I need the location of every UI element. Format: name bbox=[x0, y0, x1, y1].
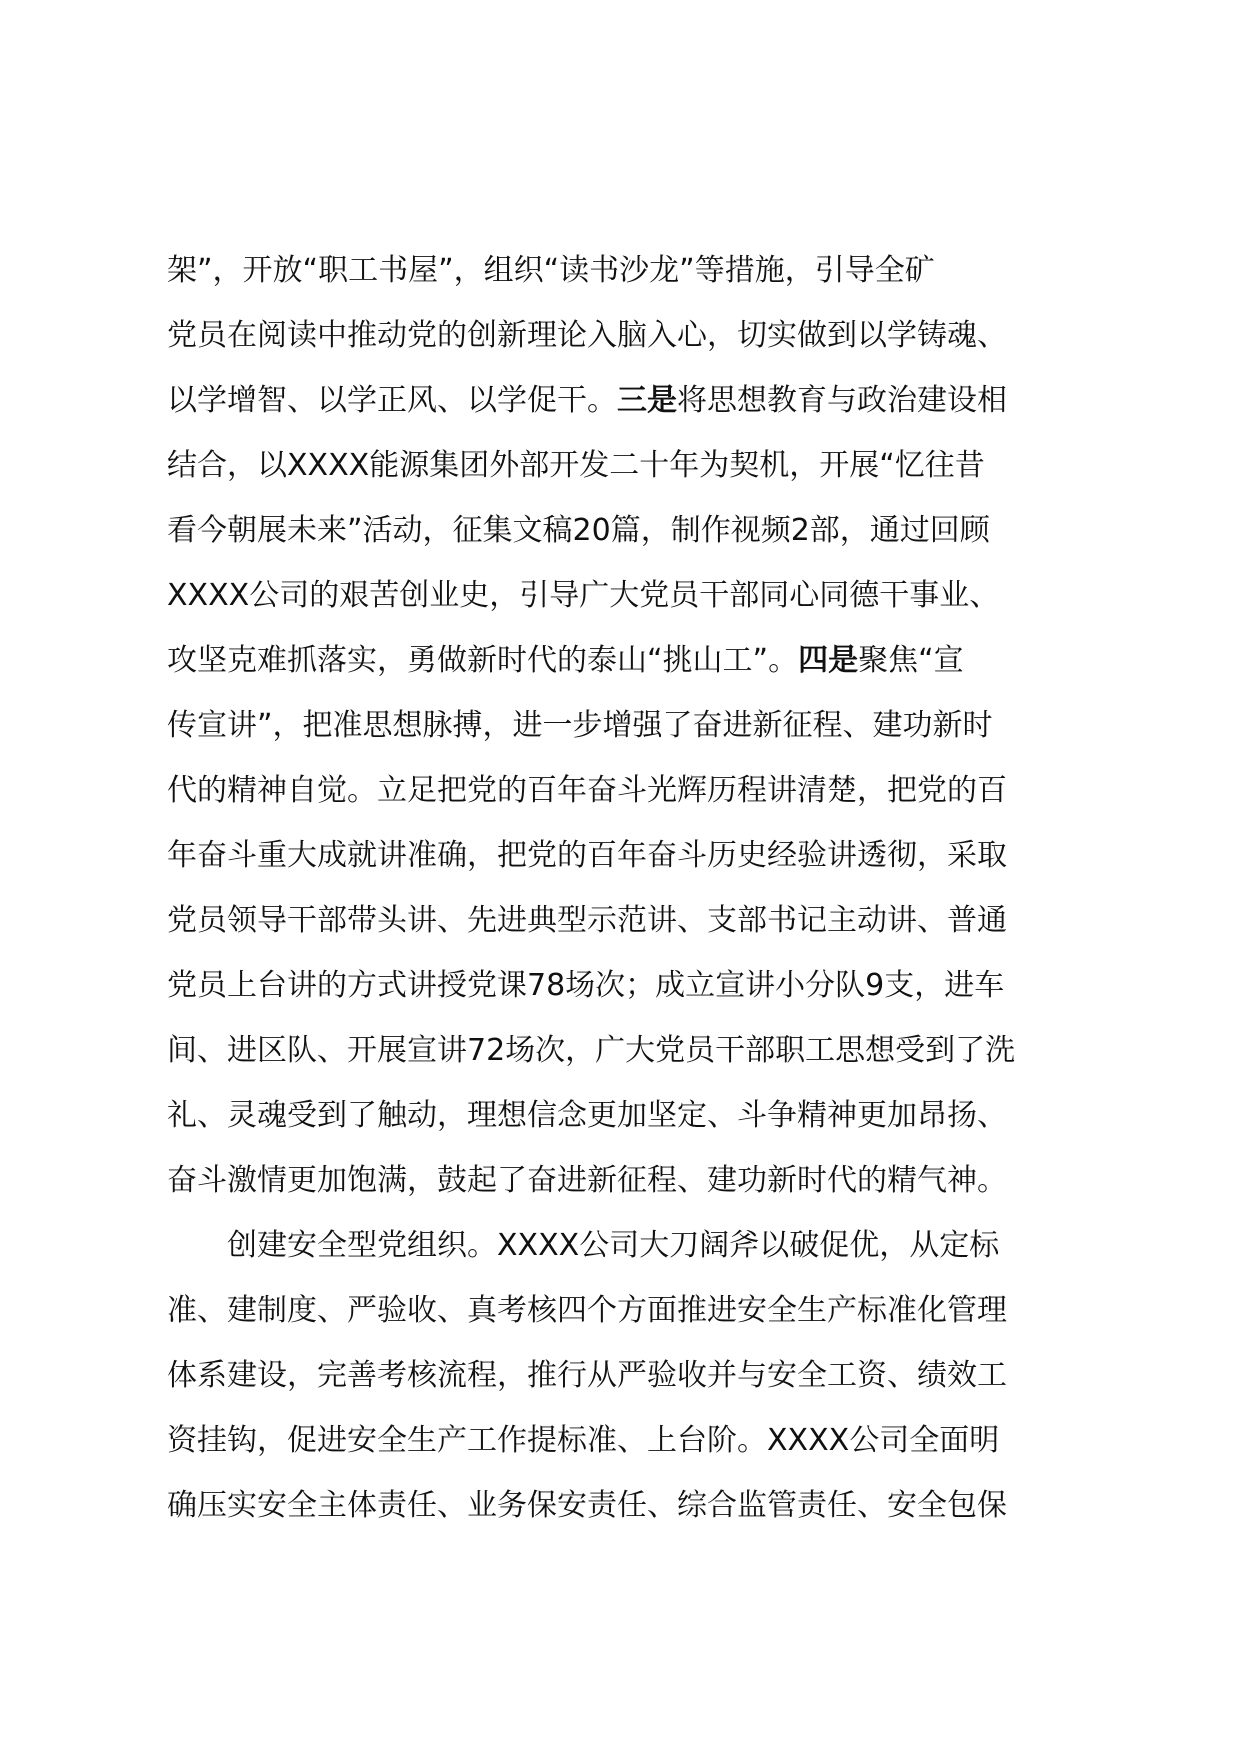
text-line: XXXX公司的艰苦创业史，引导广大党员干部同心同德干事业、 bbox=[167, 578, 1000, 613]
text-line: 党员上台讲的方式讲授党课78场次；成立宣讲小分队9支，进车 bbox=[167, 968, 1005, 1003]
body-text bbox=[167, 238, 1097, 1538]
text-line: 党员在阅读中推动党的创新理论入脑入心，切实做到以学铸魂、 bbox=[167, 318, 1007, 353]
text-line: 确压实安全主体责任、业务保安责任、综合监管责任、安全包保 bbox=[167, 1488, 1007, 1523]
text-segment: 攻坚克难抓落实，勇做新时代的泰山“挑山工”。 bbox=[167, 643, 799, 678]
text-line bbox=[167, 628, 1097, 693]
text-line: 奋斗激情更加饱满，鼓起了奋进新征程、建功新时代的精气神。 bbox=[167, 1163, 1007, 1198]
text-line: 看今朝展未来”活动，征集文稿20篇，制作视频2部，通过回顾 bbox=[167, 513, 990, 548]
text-line: 架”，开放“职工书屋”，组织“读书沙龙”等措施，引导全矿 bbox=[167, 253, 935, 288]
paragraph-education bbox=[167, 238, 1097, 1213]
text-segment: 将思想教育与政治建设相 bbox=[677, 383, 1007, 418]
text-line: 党员领导干部带头讲、先进典型示范讲、支部书记主动讲、普通 bbox=[167, 903, 1007, 938]
text-segment: 聚焦“宣 bbox=[858, 643, 964, 678]
text-line: 代的精神自觉。立足把党的百年奋斗光辉历程讲清楚，把党的百 bbox=[167, 773, 1007, 808]
text-line: 间、进区队、开展宣讲72场次，广大党员干部职工思想受到了洗 bbox=[167, 1033, 1016, 1068]
text-line: 体系建设，完善考核流程，推行从严验收并与安全工资、绩效工 bbox=[167, 1358, 1007, 1393]
bold-keyword-three: 三是 bbox=[617, 383, 677, 418]
text-line-indented: 创建安全型党组织。XXXX公司大刀阔斧以破促优，从定标 bbox=[227, 1228, 1000, 1263]
text-line: 结合，以XXXX能源集团外部开发二十年为契机，开展“忆往昔 bbox=[167, 448, 985, 483]
text-line: 礼、灵魂受到了触动，理想信念更加坚定、斗争精神更加昂扬、 bbox=[167, 1098, 1007, 1133]
text-line: 传宣讲”，把准思想脉搏，进一步增强了奋进新征程、建功新时 bbox=[167, 708, 993, 743]
text-line: 年奋斗重大成就讲准确，把党的百年奋斗历史经验讲透彻，采取 bbox=[167, 838, 1007, 873]
bold-keyword-four: 四是 bbox=[798, 643, 859, 678]
text-segment: 以学增智、以学正风、以学促干。 bbox=[167, 383, 617, 418]
text-line: 资挂钩，促进安全生产工作提标准、上台阶。XXXX公司全面明 bbox=[167, 1423, 1000, 1458]
paragraph-safety bbox=[167, 1213, 1097, 1538]
text-line bbox=[167, 368, 1097, 433]
text-line: 准、建制度、严验收、真考核四个方面推进安全生产标准化管理 bbox=[167, 1293, 1007, 1328]
